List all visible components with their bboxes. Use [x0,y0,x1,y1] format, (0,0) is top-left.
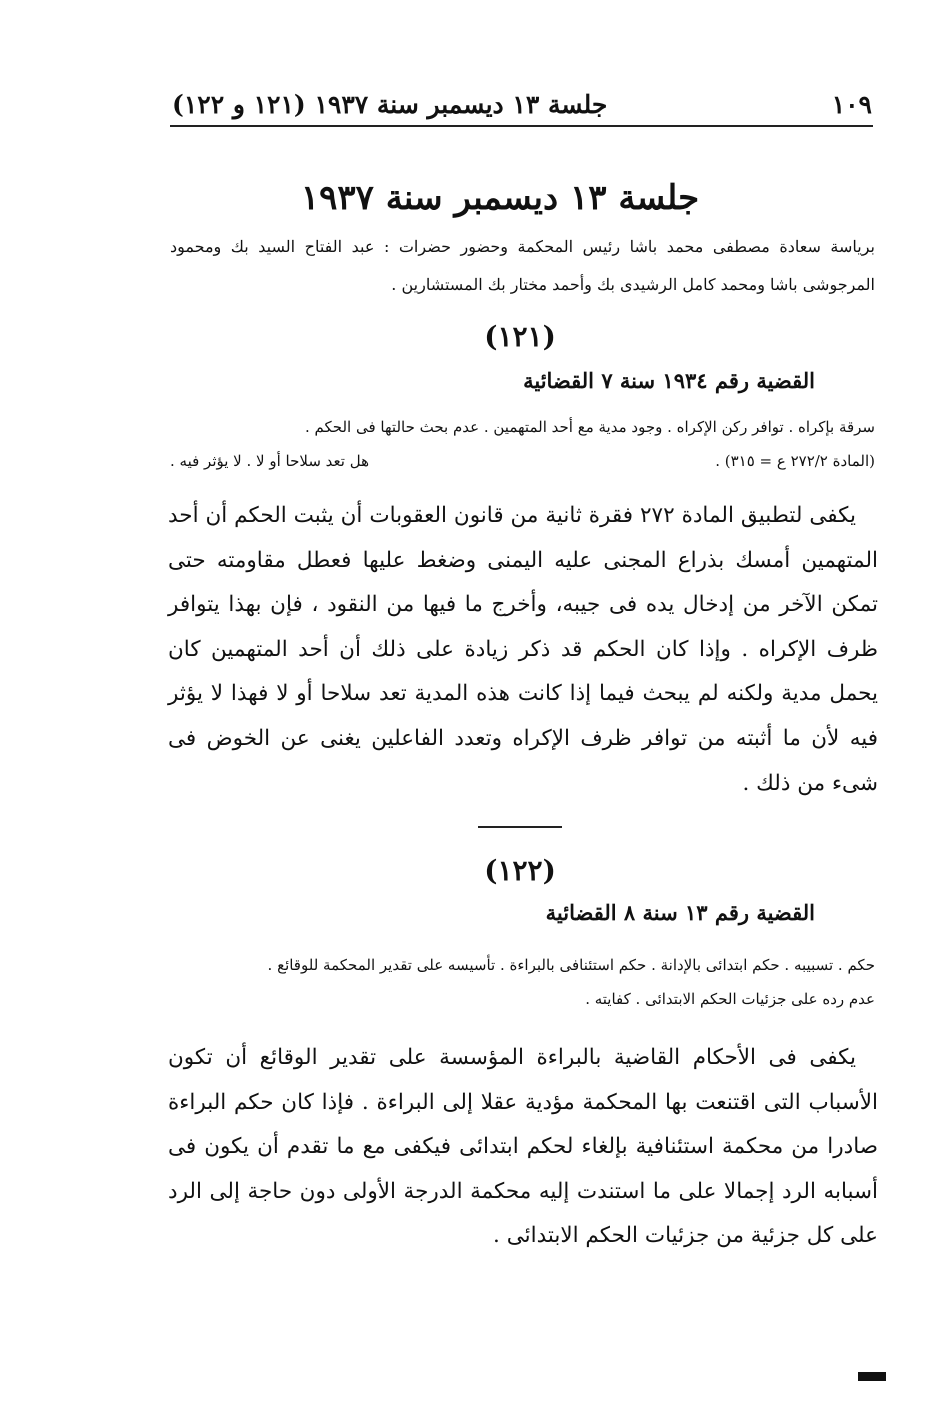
judgment-paragraph: يكفى لتطبيق المادة ٢٧٢ فقرة ثانية من قانون العقوبات أن يثبت الحكم أن أحد المتهمين أمسك بذراع المجنى عليه اليمنى وضغط عليها فعطل مقاومته حتى تمكن الآخر من إدخال يده فى جيبه، وأخرج ما فيها من النقود ، فإن بهذا يتوافر ظرف الإكراه . وإذا كان الحكم قد ذكر زيادة على ذلك أن أحد المتهمين كان يحمل مدية ولكنه لم يبحث فيما إذا كانت هذه المدية تعد سلاحا أو لا فهذا لا يؤثر فيه لأن ما أثبته من توافر ظرف الإكراه وتعدد الفاعلين يغنى عن الخوض فى شىء من ذلك . [168,503,878,796]
page-number: ١٠٩ [831,89,872,119]
session-title: جلسة ١٣ ديسمبر سنة ١٩٣٧ [300,178,700,218]
header-rule [170,125,873,127]
case-title-121: القضية رقم ١٩٣٤ سنة ٧ القضائية [523,368,815,393]
keywords-line: حكم . تسبيبه . حكم ابتدائى بالإدانة . حكم استئنافى بالبراءة . تأسيسه على تقدير المحكمة للوقائع . [267,956,875,974]
keywords-line-split [170,444,875,478]
case-body-121 [168,494,878,806]
law-article-reference: (المادة ٢٧٢/٢ ع = ٣١٥) . [715,452,875,470]
keywords-line: سرقة بإكراه . توافر ركن الإكراه . وجود مدية مع أحد المتهمين . عدم بحث حالتها فى الحكم . [305,418,875,436]
case-body-122 [168,1036,878,1259]
running-header [172,84,872,124]
keywords-text: هل تعد سلاحا أو لا . لا يؤثر فيه . [170,452,369,470]
case-keywords-121 [170,410,875,478]
case-number-121: (١٢١) [484,320,556,353]
section-separator [478,826,562,828]
running-title: جلسة ١٣ ديسمبر سنة ١٩٣٧ (١٢١ و ١٢٢) [172,89,608,119]
printer-mark [858,1372,886,1381]
case-keywords-122 [170,948,875,1016]
keywords-line: عدم رده على جزئيات الحكم الابتدائى . كفايته . [585,990,875,1008]
case-title-122: القضية رقم ١٣ سنة ٨ القضائية [545,900,815,925]
presidency-paragraph: برياسة سعادة مصطفى محمد باشا رئيس المحكمة وحضور حضرات : عبد الفتاح السيد بك ومحمود المرجوشى باشا ومحمد كامل الرشيدى بك وأحمد مختار بك المستشارين . [170,237,875,294]
case-number-122: (١٢٢) [484,854,556,887]
judgment-paragraph: يكفى فى الأحكام القاضية بالبراءة المؤسسة على تقدير الوقائع أن تكون الأسباب التى اقتنعت بها المحكمة مؤدية عقلا إلى البراءة . فإذا كان حكم البراءة صادرا من محكمة استئنافية بإلغاء لحكم ابتدائى فيكفى مع ما تقدم أن يكون فى أسبابه الرد إجمالا على ما استندت إليه محكمة الدرجة الأولى دون حاجة إلى الرد على كل جزئية من جزئيات الحكم الابتدائى . [168,1045,878,1249]
